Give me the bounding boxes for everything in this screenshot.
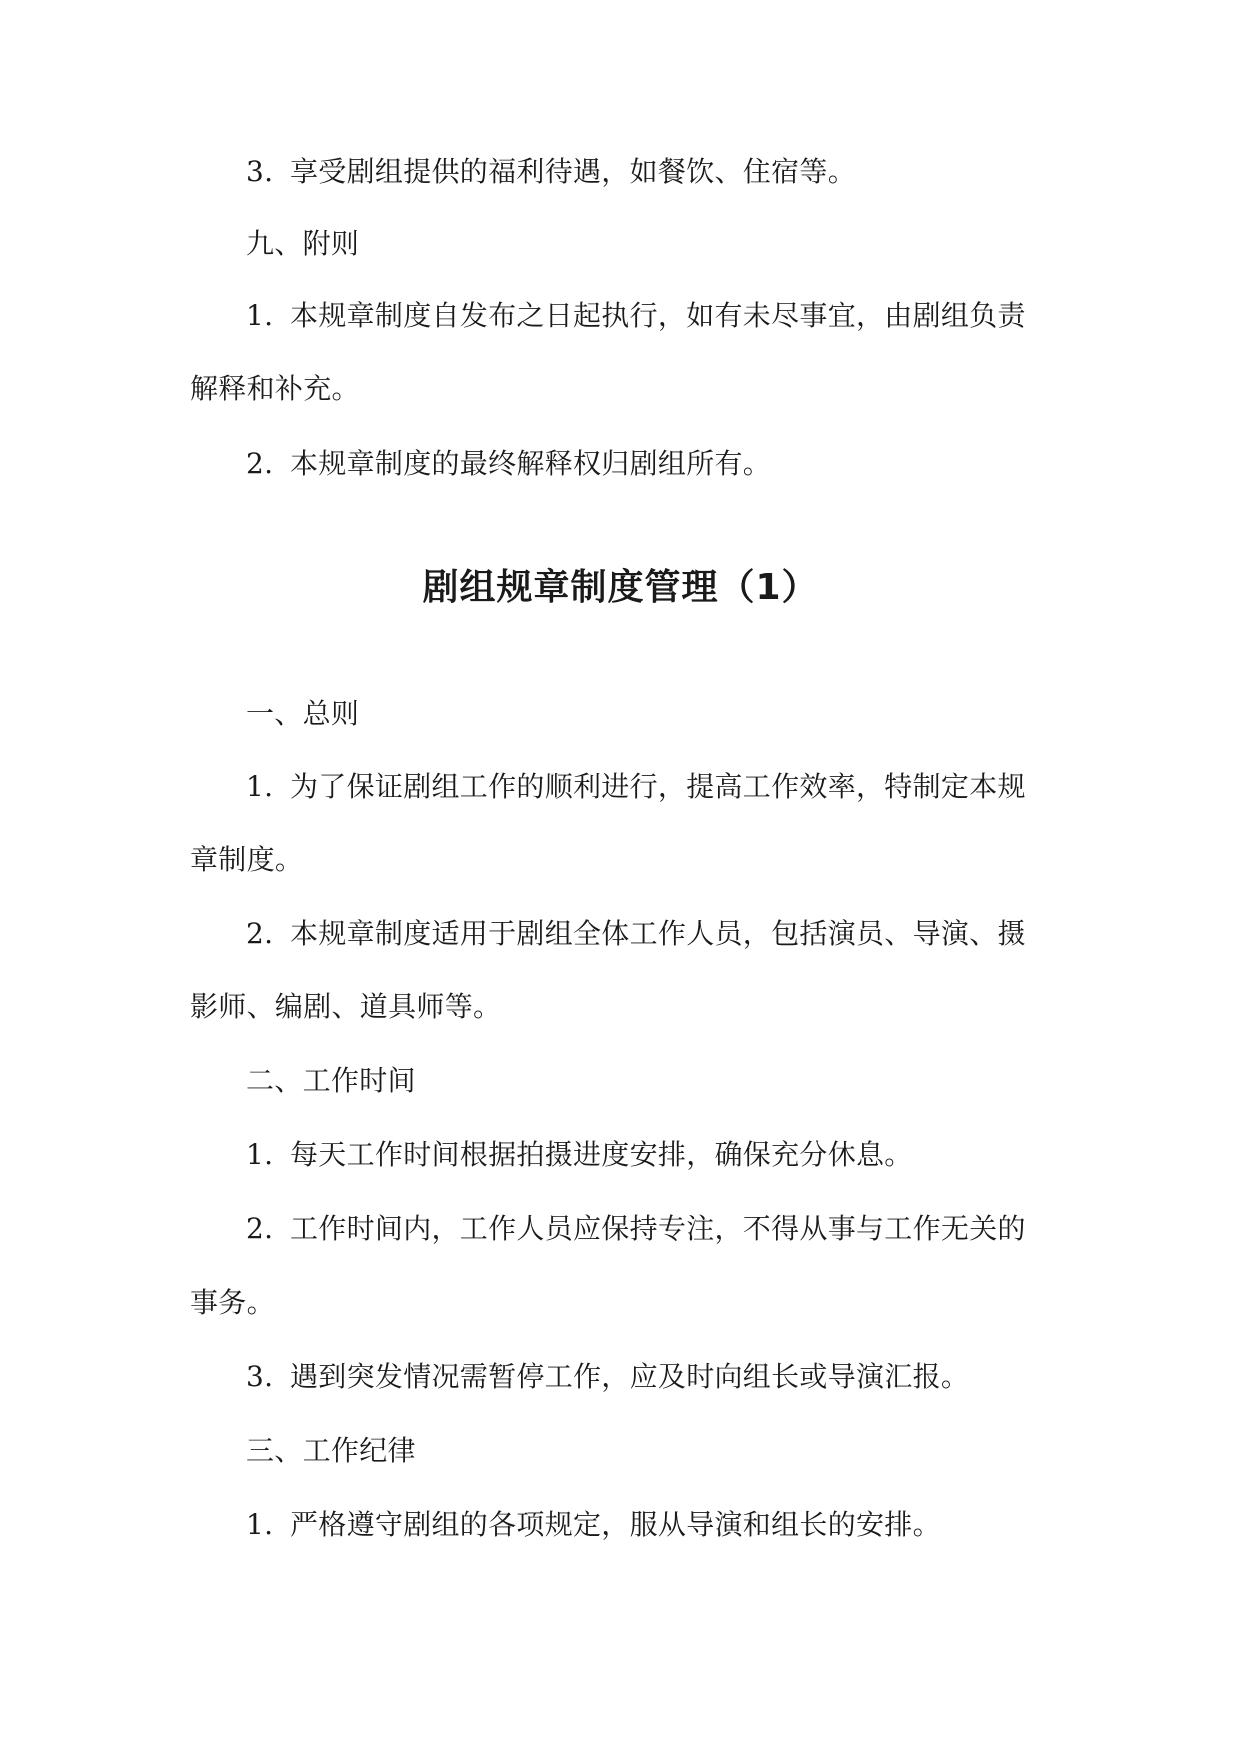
section-heading-text: 三、工作纪律 — [246, 1434, 416, 1467]
general-item-2-continuation — [190, 987, 501, 1027]
item-text: 享受剧组提供的福利待遇，如餐饮、住宿等。 — [290, 155, 857, 188]
work-time-item-2-continuation — [190, 1283, 275, 1323]
item-text: 章制度。 — [190, 843, 304, 876]
document-title: 剧组规章制度管理（1） — [422, 567, 819, 608]
item-number: 3. — [246, 155, 274, 188]
item-text: 严格遵守剧组的各项规定，服从导演和组长的安排。 — [290, 1508, 941, 1541]
section-heading-discipline — [246, 1431, 416, 1471]
general-item-2 — [246, 914, 1026, 954]
appendix-item-2 — [246, 444, 771, 484]
item-number: 1. — [246, 1508, 274, 1541]
general-item-1-continuation — [190, 840, 303, 880]
section-heading-text: 九、附则 — [246, 227, 360, 260]
appendix-item-1-continuation — [190, 369, 360, 409]
item-number: 3. — [246, 1360, 274, 1393]
general-item-1 — [246, 767, 1026, 807]
item-number: 2. — [246, 1212, 274, 1245]
section-heading-text: 二、工作时间 — [246, 1064, 416, 1097]
section-heading-appendix — [246, 224, 359, 264]
item-number: 1. — [246, 299, 274, 332]
item-text: 工作时间内，工作人员应保持专注，不得从事与工作无关的 — [290, 1212, 1026, 1245]
item-text: 本规章制度自发布之日起执行，如有未尽事宜，由剧组负责 — [290, 299, 1026, 332]
work-time-item-3 — [246, 1357, 969, 1397]
section-heading-work-time — [246, 1061, 416, 1101]
item-number: 2. — [246, 447, 274, 480]
item-text: 影师、编剧、道具师等。 — [190, 990, 502, 1023]
item-number: 2. — [246, 917, 274, 950]
item-text: 本规章制度适用于剧组全体工作人员，包括演员、导演、摄 — [290, 917, 1026, 950]
item-number: 1. — [246, 770, 274, 803]
item-text: 为了保证剧组工作的顺利进行，提高工作效率，特制定本规 — [290, 770, 1026, 803]
section-heading-general — [246, 694, 359, 734]
item-text: 遇到突发情况需暂停工作，应及时向组长或导演汇报。 — [290, 1360, 970, 1393]
section-heading-text: 一、总则 — [246, 697, 360, 730]
item-number: 1. — [246, 1138, 274, 1171]
item-text: 事务。 — [190, 1286, 275, 1319]
item-text: 解释和补充。 — [190, 372, 360, 405]
discipline-item-1 — [246, 1505, 941, 1545]
work-time-item-1 — [246, 1135, 913, 1175]
benefit-item-3 — [246, 152, 856, 192]
work-time-item-2 — [246, 1209, 1026, 1249]
item-text: 每天工作时间根据拍摄进度安排，确保充分休息。 — [290, 1138, 913, 1171]
appendix-item-1 — [246, 296, 1026, 336]
item-text: 本规章制度的最终解释权归剧组所有。 — [290, 447, 772, 480]
